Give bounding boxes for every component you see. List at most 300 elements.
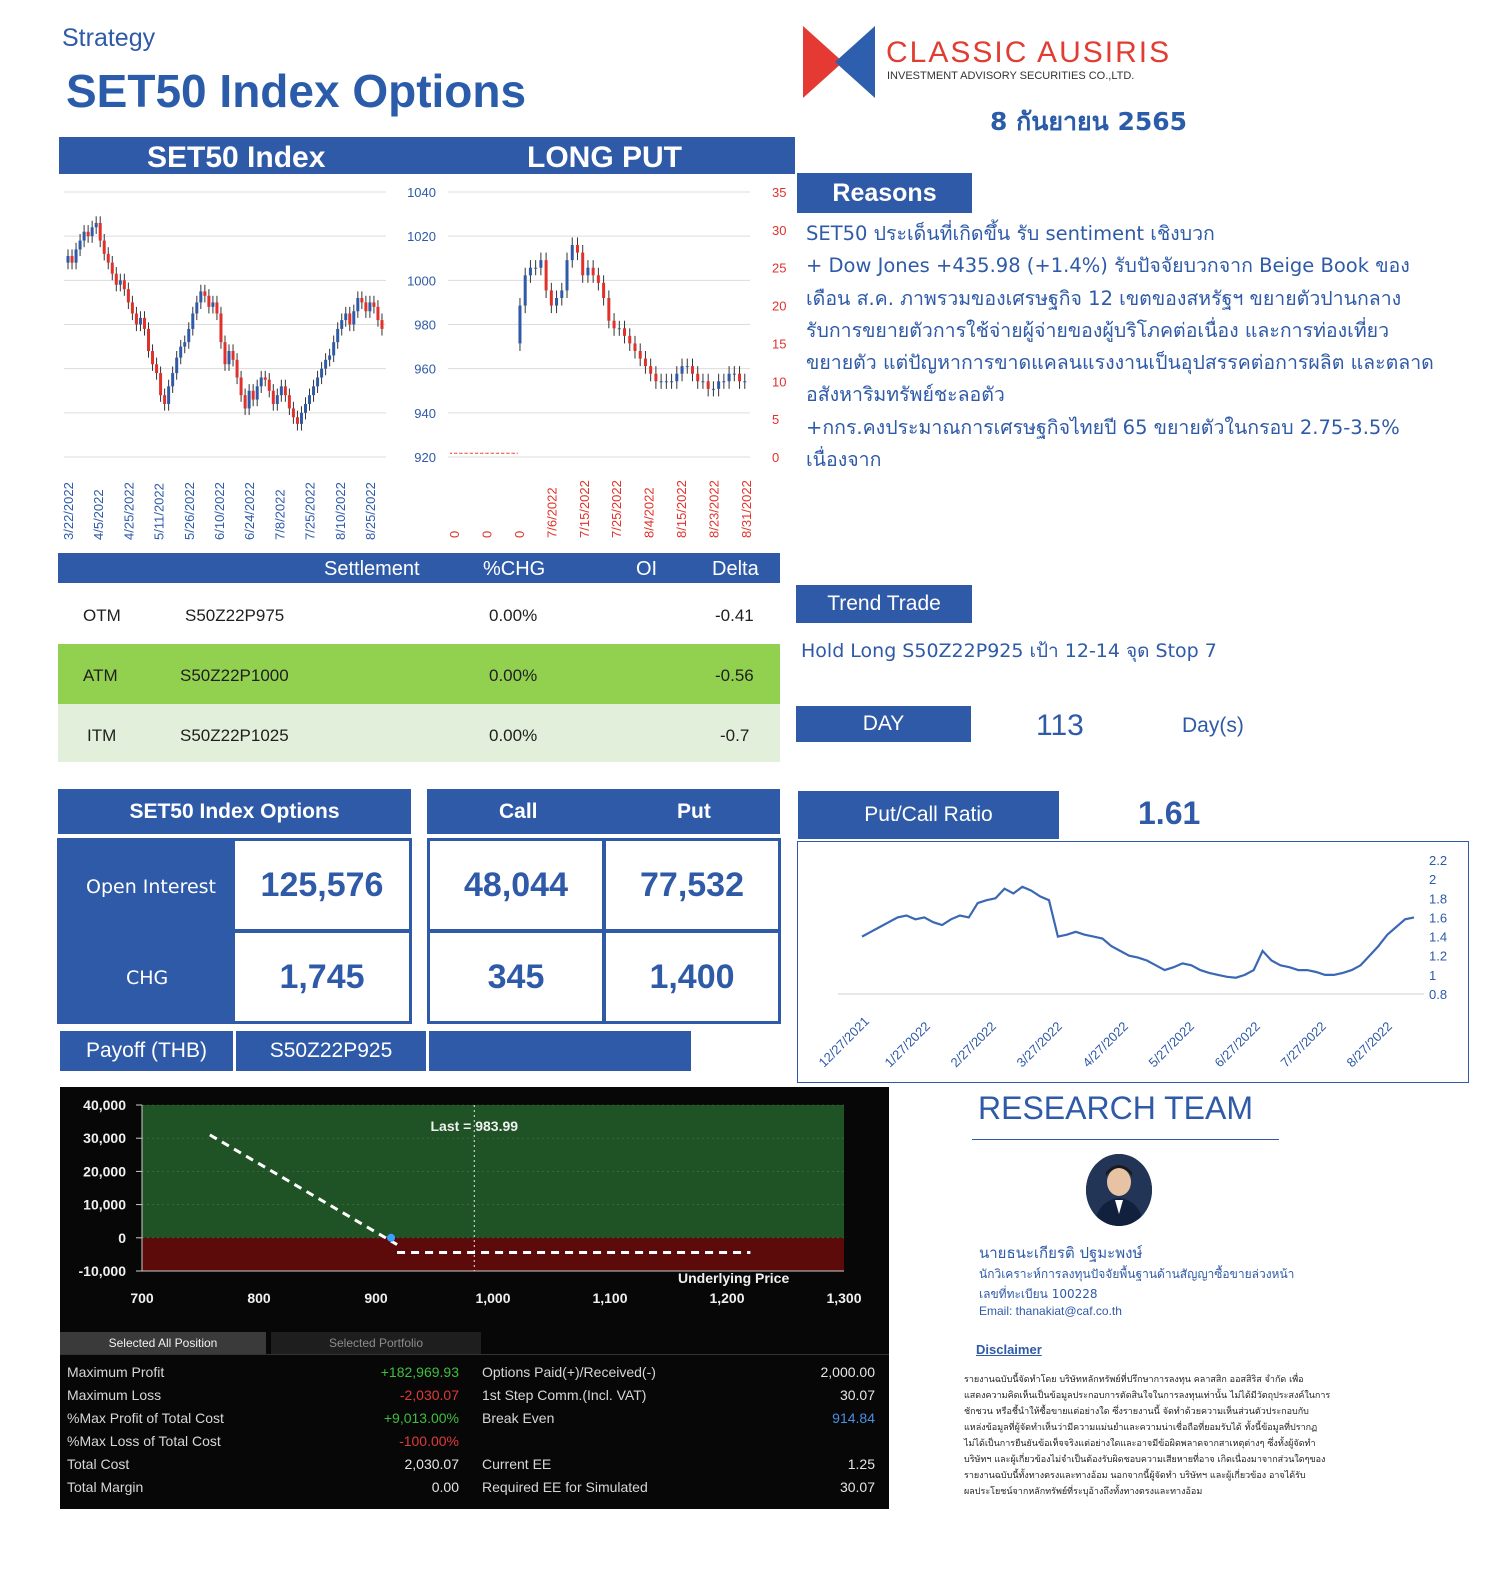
candle bbox=[272, 391, 275, 404]
candle bbox=[292, 408, 295, 417]
candle bbox=[372, 302, 375, 306]
x-tick-label: 0 bbox=[479, 530, 495, 538]
x-axis-label: Underlying Price bbox=[678, 1270, 790, 1286]
disclaimer-line: รายงานฉบับนี้จัดทำโดย บริษัทหลักทรัพย์ที่ปรึกษาการลงทุน คลาสสิก ออสสิริส จำกัด เพื่อ bbox=[964, 1375, 1304, 1385]
stat-label: Required EE for Simulated bbox=[482, 1479, 648, 1495]
candle bbox=[191, 313, 194, 328]
candle bbox=[686, 366, 689, 367]
candle bbox=[571, 245, 574, 260]
candle bbox=[681, 366, 684, 374]
y-tick-label: 1 bbox=[1429, 967, 1437, 983]
reasons-line: รับการขยายตัวการใช้จ่ายผู้จ่ายของผู้บริโภคต่อเนื่อง และการท่องเที่ยว bbox=[806, 318, 1390, 342]
candle bbox=[555, 298, 558, 306]
y-tick-label: 0.8 bbox=[1429, 987, 1448, 1002]
payoff-panel bbox=[60, 1087, 889, 1509]
loss-region bbox=[142, 1238, 844, 1271]
candle bbox=[581, 253, 584, 276]
candle bbox=[103, 241, 106, 254]
candle bbox=[87, 232, 90, 236]
payoff-stats bbox=[60, 1364, 889, 1504]
candle bbox=[147, 329, 150, 351]
disclaimer-body bbox=[964, 1372, 1384, 1500]
disclaimer-line: แสดงความคิดเห็นเป็นข้อมูลประกอบการตัดสินใจในการลงทุนเท่านั้น ไม่ได้มีวัตถุประสงค์ในการ bbox=[964, 1391, 1331, 1401]
reasons-body bbox=[806, 218, 1496, 476]
stat-value: -100.00% bbox=[399, 1433, 459, 1449]
candle bbox=[248, 391, 251, 409]
chg-put-value: 1,400 bbox=[603, 930, 781, 1024]
candle bbox=[586, 268, 589, 276]
candle bbox=[607, 298, 610, 321]
chg-value: 0.00% bbox=[489, 666, 538, 685]
candle bbox=[167, 386, 170, 404]
x-tick-label: 3/22/2022 bbox=[61, 482, 76, 540]
tab-underline bbox=[60, 1354, 889, 1355]
y-tick-label: 10,000 bbox=[83, 1196, 126, 1213]
report-date: 8 กันยายน 2565 bbox=[990, 107, 1188, 136]
candle bbox=[195, 302, 198, 313]
y-tick-label-right: 15 bbox=[772, 336, 787, 352]
candle bbox=[67, 256, 70, 263]
disclaimer-line: ไม่ได้เป็นการยืนยันข้อเท็จจริงแต่อย่างใดและอาจมีข้อผิดพลาดจากสาเหตุต่างๆ ซึ่งทั้งผู้จัดทำ bbox=[964, 1439, 1316, 1449]
y-tick-label-left: 920 bbox=[414, 450, 436, 465]
candle bbox=[256, 386, 259, 399]
payoff-blank-bar bbox=[429, 1031, 691, 1071]
candle bbox=[696, 374, 699, 382]
candle bbox=[717, 381, 720, 389]
candle bbox=[733, 374, 736, 375]
candle bbox=[135, 313, 138, 324]
set50-candlestick-chart bbox=[56, 180, 396, 550]
analyst-email[interactable]: Email: thanakiat@caf.co.th bbox=[979, 1304, 1122, 1318]
candle bbox=[276, 395, 279, 404]
disclaimer-title: Disclaimer bbox=[976, 1342, 1042, 1357]
candle bbox=[356, 298, 359, 311]
reasons-line: SET50 ประเด็นที่เกิดขึ้น รับ sentiment เชิงบวก bbox=[806, 222, 1215, 245]
candle bbox=[139, 318, 142, 325]
candle bbox=[380, 320, 383, 329]
x-tick-label: 0 bbox=[447, 530, 462, 538]
longput-candlestick-chart bbox=[400, 180, 800, 550]
candle bbox=[597, 275, 600, 283]
put-label: Put bbox=[677, 800, 711, 823]
reasons-line: +กกร.คงประมาณการเศรษฐกิจไทยปี 65 ขยายตัวในกรอบ 2.75-3.5% bbox=[806, 415, 1400, 439]
y-tick-label: 1.2 bbox=[1429, 948, 1448, 964]
stat-label: %Max Loss of Total Cost bbox=[67, 1433, 221, 1449]
x-tick-label: 0 bbox=[511, 530, 527, 538]
candle bbox=[175, 358, 178, 373]
candle bbox=[99, 223, 102, 241]
stat-value: 0.00 bbox=[431, 1479, 459, 1495]
stat-row bbox=[60, 1479, 889, 1502]
candle bbox=[207, 296, 210, 307]
stat-row bbox=[60, 1387, 889, 1410]
candle bbox=[115, 274, 118, 285]
oi-row-labels bbox=[57, 838, 233, 1024]
y-tick-label-right: 20 bbox=[772, 298, 787, 314]
stat-label: Maximum Profit bbox=[67, 1364, 165, 1380]
candle bbox=[163, 395, 166, 404]
brand-subtitle: INVESTMENT ADVISORY SECURITIES CO.,LTD. bbox=[887, 70, 1135, 82]
candle bbox=[340, 320, 343, 329]
candle bbox=[670, 381, 673, 382]
x-tick-label: 2/27/2022 bbox=[947, 1018, 1000, 1071]
x-tick-label: 4/5/2022 bbox=[91, 489, 107, 540]
moneyness-label: ITM bbox=[87, 726, 117, 745]
research-team-title: RESEARCH TEAM bbox=[978, 1090, 1254, 1126]
day-label: DAY bbox=[796, 706, 971, 742]
brand-name: CLASSIC AUSIRIS bbox=[886, 36, 1172, 69]
x-tick-label: 8/4/2022 bbox=[641, 487, 657, 538]
candle bbox=[203, 291, 206, 295]
open-interest-label: Open Interest bbox=[86, 876, 217, 898]
y-tick-label-right: 0 bbox=[772, 450, 780, 465]
candle bbox=[223, 342, 226, 364]
pcr-label: Put/Call Ratio bbox=[798, 791, 1059, 839]
reasons-line: อสังหาริมทรัพย์ชะลอตัว bbox=[806, 383, 1005, 407]
x-tick-label: 900 bbox=[364, 1290, 388, 1306]
candle bbox=[550, 290, 553, 305]
analyst-license: เลขที่ทะเบียน 100228 bbox=[979, 1287, 1098, 1301]
x-tick-label: 1,000 bbox=[475, 1290, 511, 1306]
candle bbox=[211, 302, 214, 306]
stat-value: 2,000.00 bbox=[820, 1364, 875, 1380]
x-tick-label: 7/8/2022 bbox=[272, 489, 288, 540]
y-tick-label-right: 35 bbox=[772, 185, 787, 200]
candle bbox=[151, 351, 154, 364]
candle bbox=[127, 289, 130, 302]
candle bbox=[324, 360, 327, 369]
candle bbox=[602, 283, 605, 298]
stat-row bbox=[60, 1364, 889, 1387]
oi-put-value: 77,532 bbox=[603, 838, 781, 932]
y-tick-label-right: 30 bbox=[772, 222, 787, 238]
breakeven-marker bbox=[387, 1234, 395, 1242]
x-tick-label: 1,200 bbox=[709, 1290, 745, 1306]
candle bbox=[560, 290, 563, 298]
chg-value: 0.00% bbox=[489, 606, 538, 625]
pcr-series-line bbox=[862, 887, 1414, 978]
candle bbox=[364, 302, 367, 311]
call-label: Call bbox=[499, 800, 538, 823]
reasons-title: Reasons bbox=[797, 173, 972, 213]
candle bbox=[539, 260, 542, 268]
candle bbox=[576, 245, 579, 253]
y-tick-label: 2.2 bbox=[1429, 853, 1448, 868]
disclaimer-line: รายงานฉบับนี้ทั้งทางตรงและทางอ้อม นอกจากนี้ผู้จัดทำ บริษัทฯ และผู้เกี่ยวข้อง อาจได้รับ bbox=[964, 1471, 1306, 1481]
candle bbox=[707, 381, 710, 389]
candle bbox=[264, 378, 267, 380]
candle bbox=[348, 313, 351, 324]
analyst-name: นายธนะเกียรติ ปฐมะพงษ์ bbox=[979, 1244, 1143, 1262]
stat-row bbox=[60, 1410, 889, 1433]
candle bbox=[644, 359, 647, 367]
x-tick-label: 1,100 bbox=[592, 1290, 628, 1306]
candle bbox=[518, 306, 521, 344]
candle bbox=[738, 374, 741, 382]
x-tick-label: 800 bbox=[247, 1290, 271, 1306]
candle bbox=[260, 378, 263, 387]
reasons-line: ขยายตัว แต่ปัญหาการขาดแคลนแรงงานเป็นอุปสรรคต่อการผลิต และตลาด bbox=[806, 351, 1434, 375]
x-tick-label: 8/15/2022 bbox=[674, 480, 690, 538]
y-tick-label: 40,000 bbox=[83, 1097, 126, 1113]
y-tick-label-left: 940 bbox=[414, 405, 436, 421]
y-tick-label: 0 bbox=[118, 1229, 126, 1246]
delta-value: -0.56 bbox=[715, 666, 754, 685]
candle bbox=[633, 343, 636, 351]
candle bbox=[236, 360, 239, 378]
reasons-line: เนื่องจาก bbox=[806, 448, 882, 472]
x-tick-label: 7/25/2022 bbox=[609, 480, 625, 538]
table-row-atm bbox=[58, 644, 780, 704]
stat-value: +9,013.00% bbox=[383, 1410, 459, 1426]
x-tick-label: 1,300 bbox=[826, 1290, 862, 1306]
stat-value: 2,030.07 bbox=[404, 1456, 459, 1472]
x-tick-label: 7/27/2022 bbox=[1277, 1018, 1330, 1071]
payoff-label: Payoff (THB) bbox=[60, 1031, 233, 1071]
x-tick-label: 8/31/2022 bbox=[739, 480, 754, 538]
candle bbox=[187, 329, 190, 342]
day-unit: Day(s) bbox=[1182, 714, 1244, 737]
candle bbox=[131, 302, 134, 313]
x-tick-label: 4/25/2022 bbox=[121, 482, 137, 540]
stat-label: 1st Step Comm.(Incl. VAT) bbox=[482, 1387, 647, 1403]
candle bbox=[75, 249, 78, 262]
set50-chart-title: SET50 Index bbox=[147, 141, 326, 174]
stat-label: %Max Profit of Total Cost bbox=[67, 1410, 224, 1426]
last-price-label: Last = 983.99 bbox=[430, 1118, 519, 1134]
disclaimer-line: แหล่งข้อมูลที่ผู้จัดทำเห็นว่ามีความแม่นยำและความน่าเชื่อถือที่ยอมรับได้ ทั้งนี้ข้อมูลที่ปรากฏ bbox=[964, 1423, 1318, 1433]
trend-trade-title: Trend Trade bbox=[796, 585, 972, 623]
candle bbox=[111, 263, 114, 274]
candle bbox=[332, 342, 335, 355]
stat-label: Maximum Loss bbox=[67, 1387, 162, 1403]
candle bbox=[712, 389, 715, 390]
disclaimer-line: ผลประโยชน์จากหลักทรัพย์ที่ระบุอ้างถึงทั้งทางตรงและทางอ้อม bbox=[964, 1487, 1203, 1497]
candle bbox=[219, 313, 222, 342]
candle bbox=[268, 380, 271, 391]
candle bbox=[376, 307, 379, 320]
candle bbox=[665, 381, 668, 382]
y-tick-label: 30,000 bbox=[83, 1130, 126, 1147]
chg-label: CHG bbox=[126, 967, 169, 989]
header-oi: OI bbox=[636, 558, 658, 580]
candle bbox=[675, 374, 678, 382]
stat-label: Total Margin bbox=[67, 1479, 144, 1495]
candle bbox=[529, 268, 532, 276]
y-tick-label-left: 1040 bbox=[407, 185, 436, 200]
x-tick-label: 700 bbox=[130, 1290, 154, 1306]
chg-call-value: 345 bbox=[427, 930, 605, 1024]
y-tick-label-right: 10 bbox=[772, 374, 787, 390]
tab-selected-all-position[interactable]: Selected All Position bbox=[60, 1332, 266, 1354]
candle bbox=[618, 328, 621, 329]
delta-value: -0.41 bbox=[715, 606, 754, 625]
header-settlement: Settlement bbox=[324, 558, 420, 580]
page-title: SET50 Index Options bbox=[66, 65, 527, 117]
candle bbox=[155, 364, 158, 373]
y-tick-label-left: 1020 bbox=[407, 229, 436, 245]
chart-title-bar bbox=[59, 137, 795, 174]
candle bbox=[728, 374, 731, 382]
analyst-role: นักวิเคราะห์การลงทุนปัจจัยพื้นฐานด้านสัญญาซื้อขายล่วงหน้า bbox=[979, 1267, 1295, 1281]
stat-label: Current EE bbox=[482, 1456, 552, 1472]
table-row-otm bbox=[58, 586, 780, 644]
candle bbox=[360, 298, 363, 302]
stat-value: +182,969.93 bbox=[380, 1364, 459, 1380]
candle bbox=[623, 328, 626, 336]
candle bbox=[660, 381, 663, 382]
tab-selected-portfolio[interactable]: Selected Portfolio bbox=[271, 1332, 481, 1354]
x-tick-label: 5/26/2022 bbox=[181, 482, 197, 540]
options-table-header bbox=[58, 553, 780, 583]
candle bbox=[592, 268, 595, 276]
series-code: S50Z22P1000 bbox=[180, 666, 289, 685]
reasons-line: + Dow Jones +435.98 (+1.4%) รับปัจจัยบวกจาก Beige Book ของ bbox=[806, 254, 1410, 278]
candle bbox=[171, 373, 174, 386]
candle bbox=[183, 342, 186, 346]
candle bbox=[328, 355, 331, 359]
candle bbox=[308, 395, 311, 404]
stat-value: 1.25 bbox=[847, 1456, 875, 1472]
stat-row bbox=[60, 1456, 889, 1479]
series-code: S50Z22P1025 bbox=[180, 726, 289, 745]
candle bbox=[244, 395, 247, 408]
stat-value: 30.07 bbox=[839, 1387, 875, 1403]
call-put-header bbox=[427, 789, 780, 834]
y-tick-label: 1.4 bbox=[1429, 929, 1448, 945]
y-tick-label-right: 5 bbox=[772, 412, 780, 428]
candle bbox=[368, 302, 371, 311]
x-tick-label: 8/25/2022 bbox=[363, 482, 378, 540]
y-tick-label-right: 25 bbox=[772, 260, 787, 276]
y-tick-label: 1.6 bbox=[1429, 910, 1448, 926]
candle bbox=[119, 280, 122, 284]
x-tick-label: 3/27/2022 bbox=[1013, 1018, 1066, 1071]
candle bbox=[215, 302, 218, 313]
candle bbox=[654, 374, 657, 382]
candle bbox=[199, 291, 202, 302]
payoff-series: S50Z22P925 bbox=[236, 1031, 426, 1071]
candle bbox=[79, 241, 82, 250]
candle bbox=[316, 378, 319, 387]
y-tick-label: -10,000 bbox=[78, 1263, 126, 1279]
candle bbox=[701, 381, 704, 382]
candle bbox=[524, 275, 527, 305]
x-tick-label: 7/25/2022 bbox=[302, 482, 318, 540]
x-tick-label: 4/27/2022 bbox=[1079, 1018, 1132, 1071]
candle bbox=[534, 268, 537, 269]
stat-label: Options Paid(+)/Received(-) bbox=[482, 1364, 656, 1380]
candle bbox=[288, 395, 291, 408]
candle bbox=[280, 386, 283, 395]
oi-total-value: 125,576 bbox=[232, 838, 412, 932]
trend-trade-text: Hold Long S50Z22P925 เป้า 12-14 จุด Stop 7 bbox=[801, 640, 1217, 662]
company-logo bbox=[803, 26, 875, 98]
y-tick-label: 20,000 bbox=[83, 1163, 126, 1180]
stat-label: Total Cost bbox=[67, 1456, 130, 1472]
candle bbox=[628, 336, 631, 344]
x-tick-label: 1/27/2022 bbox=[881, 1018, 934, 1071]
series-code: S50Z22P975 bbox=[185, 606, 285, 625]
reasons-line: เดือน ส.ค. ภาพรวมของเศรษฐกิจ 12 เขตของสหรัฐฯ ขยายตัวปานกลาง bbox=[806, 286, 1402, 310]
candle bbox=[240, 378, 243, 396]
payoff-chart bbox=[60, 1087, 889, 1327]
x-tick-label: 5/11/2022 bbox=[151, 483, 167, 540]
candle bbox=[320, 369, 323, 378]
header-delta: Delta bbox=[712, 558, 759, 580]
candle bbox=[107, 254, 110, 263]
analyst-avatar bbox=[1086, 1154, 1152, 1226]
candle bbox=[352, 311, 355, 324]
candle bbox=[649, 366, 652, 374]
x-tick-label: 7/15/2022 bbox=[576, 480, 592, 538]
candle bbox=[300, 413, 303, 424]
x-tick-label: 7/6/2022 bbox=[544, 487, 560, 538]
day-value: 113 bbox=[1036, 709, 1084, 742]
candle bbox=[336, 329, 339, 342]
table-row-itm bbox=[58, 704, 780, 762]
x-tick-label: 8/27/2022 bbox=[1343, 1018, 1396, 1071]
candle bbox=[91, 227, 94, 236]
candle bbox=[613, 321, 616, 329]
candle bbox=[284, 386, 287, 395]
candle bbox=[304, 404, 307, 413]
y-tick-label-left: 1000 bbox=[407, 273, 436, 289]
candle bbox=[296, 417, 299, 424]
candle bbox=[743, 381, 746, 382]
x-tick-label: 5/27/2022 bbox=[1145, 1018, 1198, 1071]
chg-total-value: 1,745 bbox=[232, 930, 412, 1024]
y-tick-label-left: 960 bbox=[414, 361, 436, 377]
stat-value: 914.84 bbox=[832, 1410, 875, 1426]
pcr-value: 1.61 bbox=[1138, 795, 1201, 831]
x-tick-label: 8/10/2022 bbox=[332, 482, 348, 540]
y-tick-label: 1.8 bbox=[1429, 891, 1448, 907]
candle bbox=[344, 313, 347, 320]
pcr-line-chart bbox=[798, 842, 1468, 1082]
strategy-kicker: Strategy bbox=[62, 24, 156, 52]
x-tick-label: 6/10/2022 bbox=[212, 482, 227, 540]
research-divider bbox=[972, 1139, 1279, 1140]
stat-value: -2,030.07 bbox=[399, 1387, 459, 1403]
disclaimer-line: ชักชวน หรือชี้นำให้ซื้อขายแต่อย่างใด ซึ่งรายงานนี้ จัดทำด้วยความเห็นส่วนตัวประกอบกับ bbox=[964, 1407, 1309, 1417]
candle bbox=[179, 347, 182, 358]
y-tick-label: 2 bbox=[1429, 872, 1437, 888]
x-tick-label: 12/27/2021 bbox=[815, 1013, 873, 1071]
candle bbox=[83, 232, 86, 241]
pcr-chart-frame bbox=[797, 841, 1469, 1083]
candle bbox=[252, 391, 255, 400]
candle bbox=[566, 260, 569, 290]
moneyness-label: OTM bbox=[83, 606, 121, 625]
stat-label: Break Even bbox=[482, 1410, 555, 1426]
candle bbox=[312, 386, 315, 395]
candle bbox=[722, 381, 725, 382]
y-tick-label-left: 980 bbox=[414, 317, 436, 333]
longput-chart-title: LONG PUT bbox=[527, 141, 682, 174]
candle bbox=[228, 351, 231, 364]
candle bbox=[639, 351, 642, 359]
x-tick-label: 6/24/2022 bbox=[242, 482, 258, 540]
stat-row bbox=[60, 1433, 889, 1456]
disclaimer-line: บริษัทฯ และผู้เกี่ยวข้องไม่จำเป็นต้องรับผิดชอบความเสียหายที่อาจ เกิดเนื่องมาจากส่วนใดๆของ bbox=[964, 1455, 1326, 1465]
candle bbox=[545, 260, 548, 290]
candle bbox=[123, 280, 126, 289]
chg-value: 0.00% bbox=[489, 726, 538, 745]
x-tick-label: 8/23/2022 bbox=[706, 480, 722, 538]
candle bbox=[143, 318, 146, 329]
candle bbox=[232, 351, 235, 360]
